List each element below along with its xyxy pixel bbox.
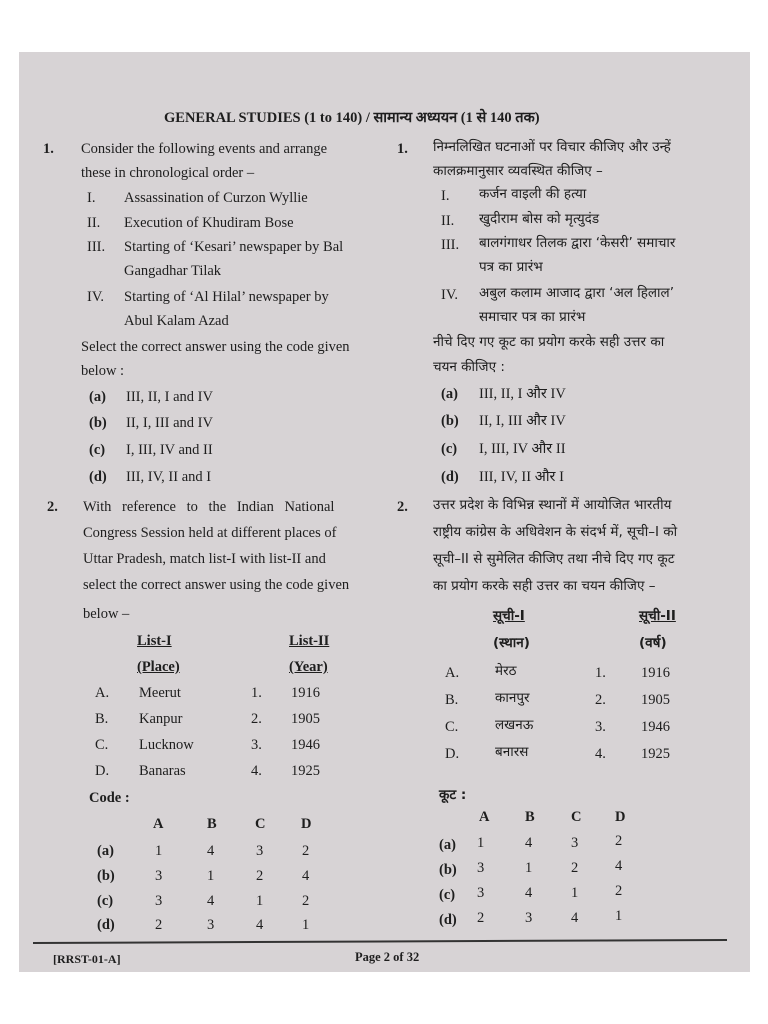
q2-row-en-year: 1916: [291, 685, 320, 701]
q1-option-en-key: (c): [89, 442, 106, 458]
q2-code-cell-hi: 3: [477, 860, 485, 876]
q1-item-hi-text: खुदीराम बोस को मृत्युदंड: [479, 211, 600, 227]
q2-code-row-hi-key: (d): [439, 912, 457, 928]
q1-code-instruction-hi: नीचे दिए गए कूट का प्रयोग करके सही उत्तर का: [433, 334, 665, 350]
q2-code-row-en-key: (b): [97, 868, 115, 884]
q1-item-en-text-cont: Gangadhar Tilak: [124, 263, 222, 279]
q1-number-hi: 1.: [397, 141, 408, 157]
q2-row-en-place: Banaras: [139, 763, 186, 779]
q2-code-row-hi-key: (a): [439, 837, 456, 853]
q1-item-en-num: I.: [87, 190, 96, 206]
q2-code-cell-en: 1: [256, 893, 264, 909]
q1-item-hi-text: बालगंगाधर तिलक द्वारा ‘केसरी’ समाचार: [479, 235, 676, 251]
q1-item-en-text: Starting of ‘Kesari’ newspaper by Bal: [124, 239, 344, 255]
q1-option-hi-text: I, III, IV और II: [479, 441, 566, 457]
q1-option-hi-text: III, IV, II और I: [479, 469, 564, 485]
q2-code-cell-hi: 4: [615, 858, 623, 874]
q2-stem-en-line: below –: [83, 606, 130, 622]
q2-list2-subheading-en: (Year): [289, 659, 328, 675]
q2-row-hi-year: 1946: [641, 719, 670, 735]
q2-code-row-en-key: (a): [97, 843, 114, 859]
q2-row-en-key: C.: [95, 737, 109, 753]
q2-stem-hi-line: राष्ट्रीय कांग्रेस के अधिवेशन के संदर्भ में, सूची–I को: [433, 524, 678, 540]
q2-stem-hi-line: सूची–II से सुमेलित कीजिए तथा नीचे दिए गए कूट: [433, 551, 675, 567]
q2-row-hi-key: C.: [445, 719, 459, 735]
q2-row-en-num: 3.: [251, 737, 262, 753]
q2-code-col-en: B: [207, 816, 217, 832]
q1-option-en-text: III, IV, II and I: [126, 469, 212, 485]
q2-number-en: 2.: [47, 499, 58, 515]
q1-item-en-text: Assassination of Curzon Wyllie: [124, 190, 308, 206]
q2-row-hi-year: 1905: [641, 692, 670, 708]
q1-item-hi-text-cont: समाचार पत्र का प्रारंभ: [479, 309, 586, 325]
q2-code-cell-hi: 4: [525, 835, 533, 851]
q1-option-hi-text: III, II, I और IV: [479, 386, 566, 402]
q2-row-en-key: A.: [95, 685, 110, 701]
q2-list2-heading-en: List-II: [289, 633, 330, 649]
q2-code-cell-en: 2: [155, 917, 163, 933]
q1-item-en-text: Starting of ‘Al Hilal’ newspaper by: [124, 289, 329, 305]
q1-item-en-text-cont: Abul Kalam Azad: [124, 313, 229, 329]
q2-stem-hi-line: उत्तर प्रदेश के विभिन्न स्थानों में आयोजित भारतीय: [433, 497, 672, 513]
footer-paper-code: [RRST-01-A]: [53, 952, 121, 966]
q2-row-hi-key: A.: [445, 665, 460, 681]
q1-item-hi-text: अबुल कलाम आजाद द्वारा ‘अल हिलाल’: [479, 285, 674, 301]
q2-code-row-en-key: (c): [97, 893, 114, 909]
q1-item-hi-text-cont: पत्र का प्रारंभ: [479, 259, 543, 275]
q1-option-hi-key: (d): [441, 469, 459, 485]
q1-item-hi-text: कर्जन वाइली की हत्या: [479, 186, 587, 202]
q2-row-hi-key: B.: [445, 692, 459, 708]
q2-code-row-hi-key: (c): [439, 887, 456, 903]
q2-code-cell-hi: 2: [571, 860, 579, 876]
q2-code-cell-hi: 3: [525, 910, 533, 926]
q2-code-cell-en: 2: [302, 893, 310, 909]
q2-code-row-en-key: (d): [97, 917, 115, 933]
q2-row-hi-place: कानपुर: [495, 690, 530, 706]
q1-stem-hi-line2: कालक्रमानुसार व्यवस्थित कीजिए –: [433, 163, 603, 179]
q2-number-hi: 2.: [397, 499, 408, 515]
q2-row-en-place: Kanpur: [139, 711, 183, 727]
q2-code-cell-hi: 2: [615, 833, 623, 849]
q2-code-col-hi: B: [525, 809, 535, 825]
q2-row-hi-key: D.: [445, 746, 460, 762]
q2-code-col-en: D: [301, 816, 312, 832]
q1-option-en-text: I, III, IV and II: [126, 442, 213, 458]
q2-code-col-hi: C: [571, 809, 582, 825]
q1-option-hi-key: (c): [441, 441, 458, 457]
q2-row-en-num: 2.: [251, 711, 262, 727]
q2-code-cell-en: 4: [302, 868, 310, 884]
q2-row-en-num: 1.: [251, 685, 262, 701]
q2-code-cell-en: 1: [155, 843, 163, 859]
q1-option-en-text: II, I, III and IV: [126, 415, 213, 431]
q2-row-en-year: 1946: [291, 737, 320, 753]
footer-page-number: Page 2 of 32: [355, 950, 420, 964]
q2-row-hi-year: 1916: [641, 665, 670, 681]
q2-code-label-en: Code :: [89, 790, 130, 806]
q2-row-hi-num: 2.: [595, 692, 606, 708]
q2-code-cell-hi: 3: [571, 835, 579, 851]
footer-rule: [33, 939, 727, 944]
q2-list1-heading-hi: सूची-I: [493, 608, 525, 624]
q2-code-cell-en: 2: [256, 868, 264, 884]
q2-row-en-place: Lucknow: [139, 737, 194, 753]
q1-item-hi-num: IV.: [441, 287, 459, 303]
q2-code-cell-hi: 3: [477, 885, 485, 901]
q2-code-cell-en: 3: [207, 917, 215, 933]
q1-code-instruction-en-cont: below :: [81, 363, 125, 379]
q2-code-col-hi: D: [615, 809, 626, 825]
q1-item-hi-num: III.: [441, 237, 460, 253]
q1-option-en-key: (b): [89, 415, 107, 431]
q2-list1-subheading-hi: (स्थान): [493, 635, 530, 651]
q2-row-hi-num: 3.: [595, 719, 606, 735]
q2-list2-subheading-hi: (वर्ष): [639, 635, 667, 651]
q2-stem-en-line: Congress Session held at different places of: [83, 525, 337, 541]
q1-item-en-text: Execution of Khudiram Bose: [124, 215, 294, 231]
q2-code-cell-en: 3: [155, 868, 163, 884]
q2-code-row-hi-key: (b): [439, 862, 457, 878]
q2-list1-subheading-en: (Place): [137, 659, 180, 675]
q1-item-hi-num: II.: [441, 213, 455, 229]
q2-code-cell-en: 3: [256, 843, 264, 859]
q2-code-cell-en: 1: [302, 917, 310, 933]
q1-code-instruction-hi-cont: चयन कीजिए :: [433, 359, 505, 375]
q2-row-hi-place: लखनऊ: [495, 717, 534, 733]
q2-code-cell-hi: 1: [615, 908, 623, 924]
q2-code-cell-hi: 1: [571, 885, 579, 901]
q2-row-en-num: 4.: [251, 763, 262, 779]
q1-stem-hi-line1: निम्नलिखित घटनाओं पर विचार कीजिए और उन्हें: [433, 139, 671, 155]
q2-code-cell-en: 3: [155, 893, 163, 909]
q1-item-en-num: II.: [87, 215, 101, 231]
q2-code-cell-en: 2: [302, 843, 310, 859]
q2-stem-en-line: With reference to the Indian National: [83, 499, 335, 515]
q1-item-en-num: III.: [87, 239, 106, 255]
q2-code-cell-hi: 2: [477, 910, 485, 926]
q1-option-en-key: (a): [89, 389, 106, 405]
q2-code-cell-hi: 4: [571, 910, 579, 926]
q2-code-cell-en: 4: [256, 917, 264, 933]
q1-item-en-num: IV.: [87, 289, 105, 305]
q2-code-col-en: A: [153, 816, 164, 832]
q2-code-label-hi: कूट :: [439, 787, 467, 803]
q1-item-hi-num: I.: [441, 188, 450, 204]
q2-row-hi-year: 1925: [641, 746, 670, 762]
q2-stem-en-line: Uttar Pradesh, match list-I with list-II and: [83, 551, 326, 567]
section-header: GENERAL STUDIES (1 to 140) / सामान्य अध्ययन (1 से 140 तक): [164, 110, 540, 126]
q2-code-cell-en: 1: [207, 868, 215, 884]
q1-option-hi-key: (a): [441, 386, 458, 402]
q2-stem-hi-line: का प्रयोग करके सही उत्तर का चयन कीजिए –: [433, 578, 656, 594]
q2-row-en-place: Meerut: [139, 685, 181, 701]
q2-row-hi-num: 1.: [595, 665, 606, 681]
q2-code-col-hi: A: [479, 809, 490, 825]
q2-list1-heading-en: List-I: [137, 633, 172, 649]
q2-row-hi-place: मेरठ: [495, 663, 517, 679]
q2-code-cell-en: 4: [207, 843, 215, 859]
q2-row-hi-place: बनारस: [495, 744, 529, 760]
q2-row-en-year: 1905: [291, 711, 320, 727]
q1-code-instruction-en: Select the correct answer using the code given: [81, 339, 350, 355]
q2-code-cell-en: 4: [207, 893, 215, 909]
exam-page: [19, 52, 750, 972]
q2-code-cell-hi: 4: [525, 885, 533, 901]
q2-list2-heading-hi: सूची-II: [639, 608, 676, 624]
q2-code-cell-hi: 2: [615, 883, 623, 899]
q2-code-col-en: C: [255, 816, 266, 832]
q1-option-hi-text: II, I, III और IV: [479, 413, 566, 429]
q1-number-en: 1.: [43, 141, 54, 157]
q2-code-cell-hi: 1: [525, 860, 533, 876]
q1-option-hi-key: (b): [441, 413, 459, 429]
q1-option-en-text: III, II, I and IV: [126, 389, 213, 405]
q2-row-en-key: B.: [95, 711, 109, 727]
q1-stem-en-line1: Consider the following events and arrange: [81, 141, 328, 157]
q1-option-en-key: (d): [89, 469, 107, 485]
q2-row-en-year: 1925: [291, 763, 320, 779]
q2-stem-en-line: select the correct answer using the code given: [83, 577, 350, 593]
q2-row-hi-num: 4.: [595, 746, 606, 762]
q1-stem-en-line2: these in chronological order –: [81, 165, 255, 181]
q2-code-cell-hi: 1: [477, 835, 485, 851]
q2-row-en-key: D.: [95, 763, 110, 779]
